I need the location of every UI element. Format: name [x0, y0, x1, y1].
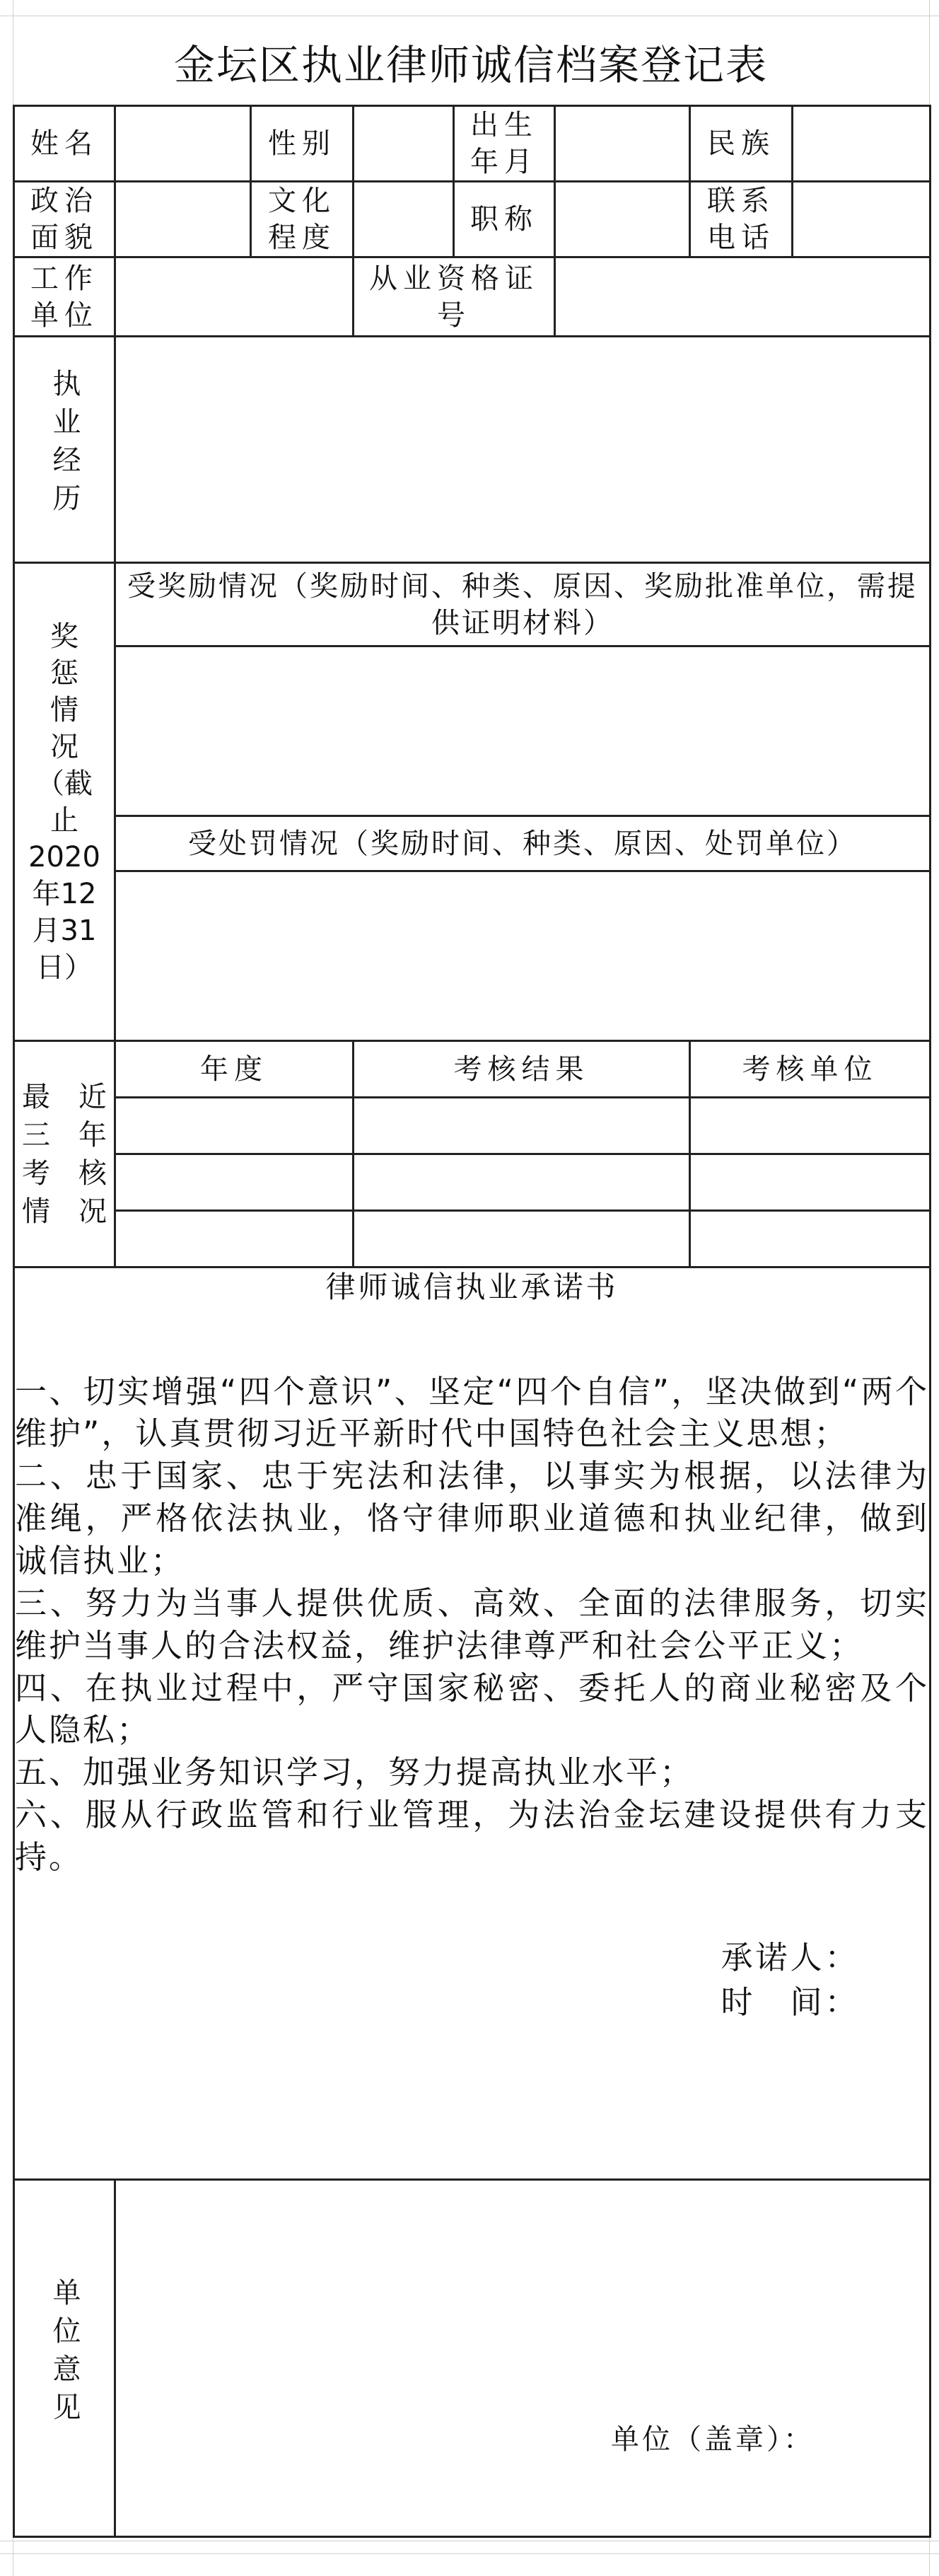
rewards-label-line: 止 — [50, 803, 78, 837]
col-unit-header: 考核单位 — [690, 1041, 931, 1098]
name-label: 姓名 — [14, 106, 115, 182]
education-label-line1: 文化 — [268, 185, 336, 217]
birth-label-line2: 年月 — [470, 146, 538, 178]
license-no-field[interactable] — [555, 257, 931, 337]
result-cell[interactable] — [354, 1211, 690, 1267]
rewards-label-line: （截 — [36, 767, 93, 800]
unit-cell[interactable] — [690, 1211, 931, 1267]
signer-label: 承诺人： — [721, 1938, 860, 1976]
form-title: 金坛区执业律师诚信档案登记表 — [173, 41, 768, 89]
punish-header: 受处罚情况（奖励时间、种类、原因、处罚单位） — [115, 816, 931, 871]
license-no-label: 从业资格证号 — [354, 257, 555, 337]
pledge-section — [14, 1267, 931, 2180]
experience-label-text: 执业经历 — [48, 369, 81, 521]
rewards-label — [14, 563, 115, 1041]
work-unit-label-line2: 单位 — [30, 298, 98, 332]
gender-field[interactable] — [354, 106, 454, 182]
pledge-item: 四、在执业过程中，严守国家秘密、委托人的商业秘密及个人隐私； — [15, 1669, 929, 1749]
rewards-label-line: 惩 — [50, 656, 78, 690]
education-field[interactable] — [354, 182, 454, 257]
unit-cell[interactable] — [690, 1098, 931, 1154]
result-cell[interactable] — [354, 1154, 690, 1211]
pledge-item: 三、努力为当事人提供优质、高效、全面的法律服务，切实维护当事人的合法权益，维护法律尊严和社会公平正义； — [15, 1584, 929, 1664]
rewards-label-line: 日） — [36, 951, 93, 984]
year-cell[interactable] — [115, 1154, 354, 1211]
work-unit-label-line1: 工作 — [30, 262, 98, 295]
gender-label: 性别 — [251, 106, 354, 182]
award-field[interactable] — [115, 646, 931, 816]
ethnicity-field[interactable] — [793, 106, 931, 182]
education-label — [251, 182, 354, 257]
rewards-label-line: 年12 — [32, 877, 97, 910]
col-result-header: 考核结果 — [354, 1041, 690, 1098]
birth-label — [454, 106, 555, 182]
unit-opinion-label — [14, 2180, 115, 2537]
year-cell[interactable] — [115, 1211, 354, 1267]
pledge-item: 二、忠于国家、忠于宪法和法律，以事实为根据，以法律为准绳，严格依法执业，恪守律师职业道德和执业纪律，做到诚信执业； — [15, 1457, 929, 1579]
unit-cell[interactable] — [690, 1154, 931, 1211]
rewards-label-line: 奖 — [50, 620, 78, 653]
result-cell[interactable] — [354, 1098, 690, 1154]
pledge-item: 一、切实增强“四个意识”、坚定“四个自信”，坚决做到“两个维护”，认真贯彻习近平新时代中国特色社会主义思想； — [15, 1372, 929, 1453]
political-label — [14, 182, 115, 257]
work-unit-field[interactable] — [115, 257, 354, 337]
name-field[interactable] — [115, 106, 251, 182]
contact-label — [690, 182, 793, 257]
birth-field[interactable] — [555, 106, 690, 182]
education-label-line2: 程度 — [268, 221, 336, 254]
work-unit-label — [14, 257, 115, 337]
assessment-label-line: 最 近 — [22, 1080, 107, 1113]
col-year-header: 年度 — [115, 1041, 354, 1098]
unit-opinion-field[interactable] — [115, 2180, 931, 2537]
political-label-line1: 政治 — [30, 185, 98, 217]
unit-seal-label: 单位（盖章）： — [611, 2423, 815, 2456]
contact-label-line2: 电话 — [707, 221, 775, 254]
award-header: 受奖励情况（奖励时间、种类、原因、奖励批准单位，需提供证明材料） — [115, 563, 931, 646]
rewards-label-line: 月31 — [32, 914, 97, 947]
pledge-signature — [651, 1935, 929, 2024]
contact-field[interactable] — [793, 182, 931, 257]
birth-label-line1: 出生 — [470, 109, 538, 141]
experience-label — [14, 337, 115, 563]
experience-field[interactable] — [115, 337, 931, 563]
rewards-label-line: 2020 — [28, 840, 100, 874]
political-field[interactable] — [115, 182, 251, 257]
pledge-item: 五、加强业务知识学习，努力提高执业水平； — [15, 1753, 694, 1792]
job-title-label: 职称 — [454, 182, 555, 257]
job-title-field[interactable] — [555, 182, 690, 257]
political-label-line2: 面貌 — [30, 221, 98, 254]
year-cell[interactable] — [115, 1098, 354, 1154]
assessment-label-line: 情 况 — [22, 1195, 107, 1228]
date-label: 时 间： — [721, 1983, 860, 2021]
grid-guide — [0, 2553, 939, 2554]
punish-field[interactable] — [115, 871, 931, 1041]
rewards-label-line: 况 — [50, 730, 78, 763]
assessment-label-line: 三 年 — [22, 1118, 107, 1151]
unit-opinion-label-text: 单位意见 — [48, 2277, 81, 2430]
registration-form — [13, 105, 931, 2538]
contact-label-line1: 联系 — [707, 185, 775, 217]
assessment-label — [14, 1041, 115, 1267]
rewards-label-line: 情 — [50, 693, 78, 726]
pledge-title: 律师诚信执业承诺书 — [325, 1270, 619, 1304]
assessment-label-line: 考 核 — [22, 1156, 107, 1190]
pledge-item: 六、服从行政监管和行业管理，为法治金坛建设提供有力支持。 — [15, 1796, 929, 1876]
ethnicity-label: 民族 — [690, 106, 793, 182]
